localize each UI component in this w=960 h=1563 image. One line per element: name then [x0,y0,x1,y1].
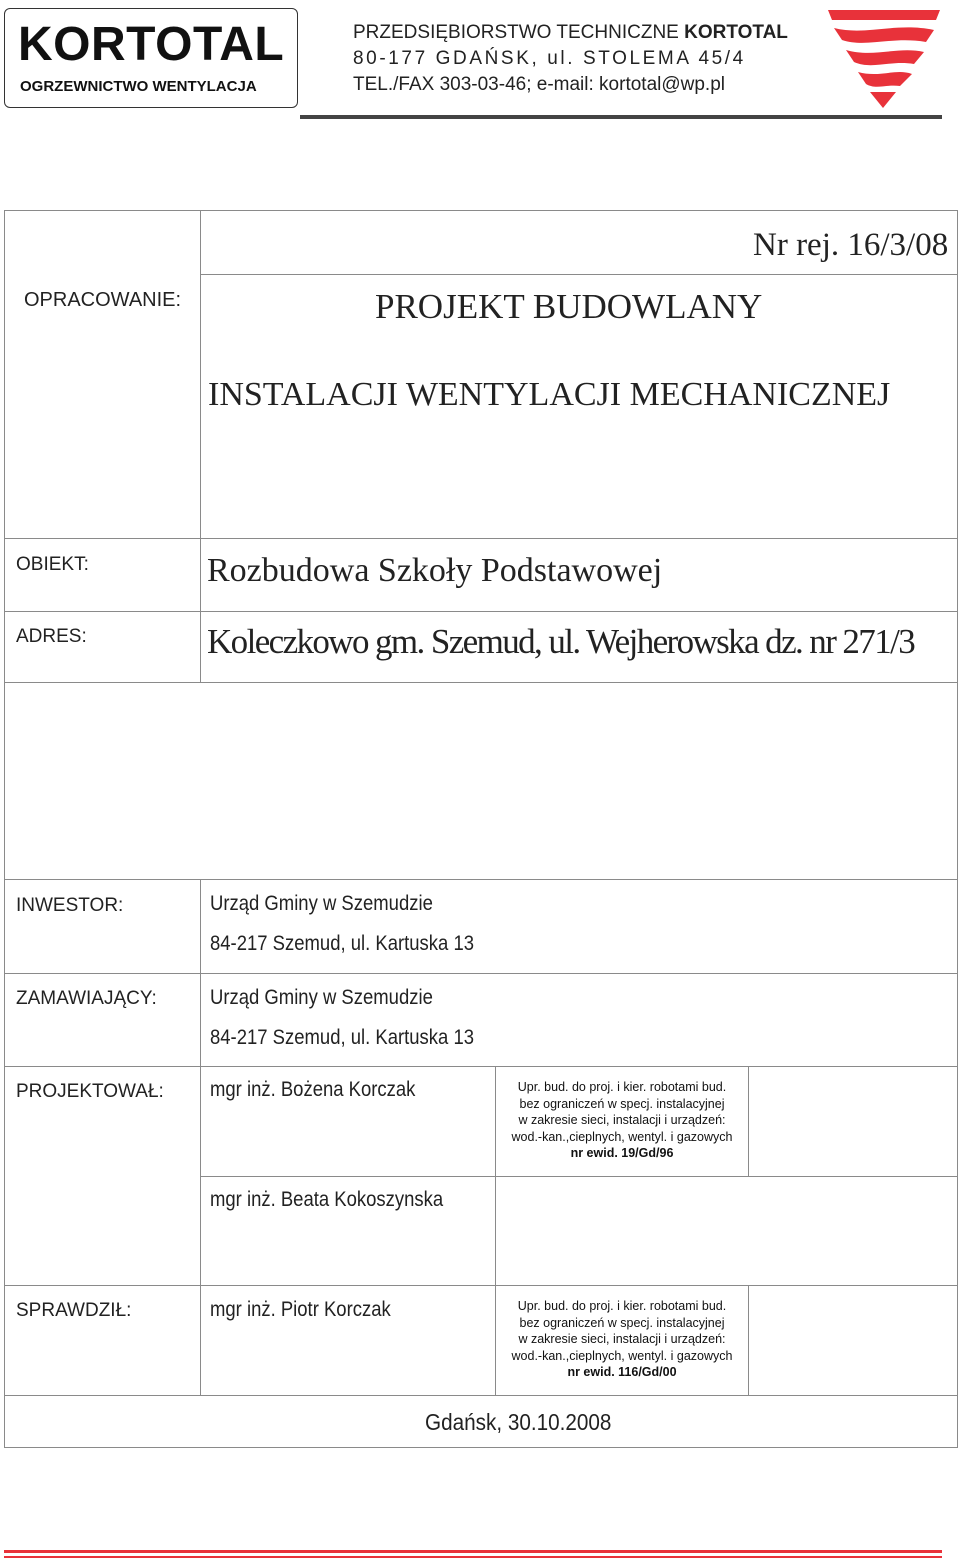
logo-text: KORTOTAL [18,18,285,71]
company-name-line [353,22,788,44]
row-divider [5,611,958,612]
designed-label: PROJEKTOWAŁ: [16,1081,164,1102]
license-line: Upr. bud. do proj. i kier. robotami bud. [517,1080,727,1094]
license-line: w zakresie sieci, instalacji i urządzeń: [518,1113,726,1127]
client-address: 84-217 Szemud, ul. Kartuska 13 [210,1026,475,1049]
investor-label: INWESTOR: [16,895,124,916]
column-divider [748,1066,749,1176]
column-divider [200,211,201,538]
brand-mark-icon [826,6,942,110]
row-divider [5,1066,958,1067]
investor-address: 84-217 Szemud, ul. Kartuska 13 [210,932,475,955]
row-divider [5,973,958,974]
object-label: OBIEKT: [16,554,89,575]
client-label: ZAMAWIAJĄCY: [16,988,157,1009]
header-divider [300,115,942,119]
license-number: nr ewid. 19/Gd/96 [570,1146,674,1160]
project-type-title: PROJEKT BUDOWLANY [375,287,763,326]
company-contact: TEL./FAX 303-03-46; e-mail: kortotal@wp.pl [353,74,726,95]
company-address: 80-177 GDAŃSK, ul. STOLEMA 45/4 [353,48,746,69]
license-line: bez ograniczeń w specj. instalacyjnej [519,1315,725,1330]
column-divider [200,538,201,682]
designer-2-name: mgr inż. Beata Kokoszynska [210,1188,444,1211]
prepared-label: OPRACOWANIE: [24,289,182,311]
row-divider [5,1395,958,1396]
license-line: bez ograniczeń w specj. instalacyjnej [519,1096,725,1111]
company-prefix: PRZEDSIĘBIORSTWO TECHNICZNE [353,22,679,43]
row-divider [5,1285,958,1286]
column-divider [748,1285,749,1395]
license-line: Upr. bud. do proj. i kier. robotami bud. [517,1299,727,1313]
designer-1-license [496,1079,748,1162]
place-date: Gdańsk, 30.10.2008 [425,1409,612,1435]
registration-number: Nr rej. 16/3/08 [753,227,949,263]
row-divider [5,538,958,539]
object-value: Rozbudowa Szkoły Podstawowej [207,552,663,589]
address-value: Koleczkowo gm. Szemud, ul. Wejherowska dz. nr 271/3 [207,622,915,661]
checked-label: SPRAWDZIŁ: [16,1300,132,1321]
license-line: wod.-kan.,cieplnych, wentyl. i gazowych [511,1129,733,1144]
client-name: Urząd Gminy w Szemudzie [210,986,433,1009]
designer-1-name: mgr inż. Bożena Korczak [210,1078,416,1101]
company-name: KORTOTAL [684,22,788,43]
license-line: wod.-kan.,cieplnych, wentyl. i gazowych [511,1348,733,1363]
row-divider [5,879,958,880]
checker-license [496,1298,748,1381]
logo-subtitle: OGRZEWNICTWO WENTYLACJA [20,78,257,95]
row-divider [200,1176,958,1177]
address-label: ADRES: [16,626,87,647]
row-divider [200,274,958,275]
footer-accent-line [4,1550,942,1553]
checker-name: mgr inż. Piotr Korczak [210,1298,391,1321]
column-divider [200,879,201,1395]
footer-accent-line [4,1556,942,1558]
license-line: w zakresie sieci, instalacji i urządzeń: [518,1332,726,1346]
investor-name: Urząd Gminy w Szemudzie [210,892,433,915]
row-divider [5,682,958,683]
project-subject-title: INSTALACJI WENTYLACJI MECHANICZNEJ [208,376,891,413]
license-number: nr ewid. 116/Gd/00 [567,1365,677,1379]
